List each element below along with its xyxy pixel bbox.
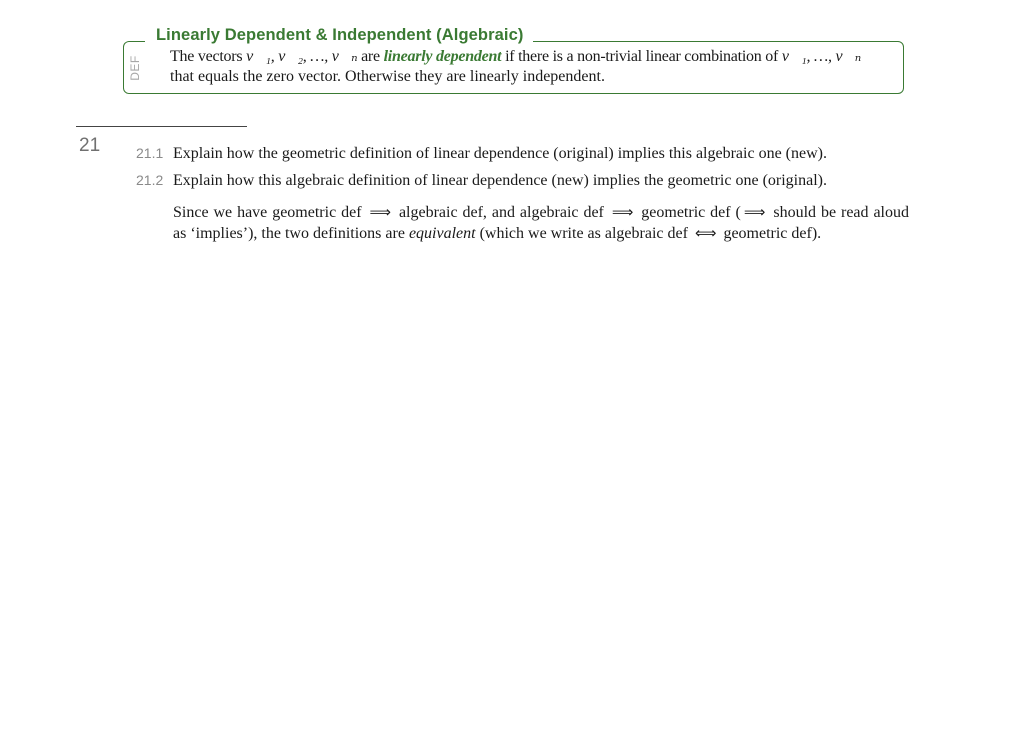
question-number: 21 xyxy=(79,135,101,156)
iff-arrow-icon: ⟺ xyxy=(694,224,717,242)
implies-arrow-icon: ⟹ xyxy=(743,203,766,221)
definition-line-2: that equals the zero vector. Otherwise they are linearly independent. xyxy=(170,68,605,85)
definition-body xyxy=(170,47,890,87)
para-text-3: geometric def ( xyxy=(641,204,741,221)
question-item-21-1 xyxy=(136,143,827,164)
definition-term: linearly dependent xyxy=(383,48,502,65)
implies-arrow-icon: ⟹ xyxy=(369,203,391,221)
divider xyxy=(76,126,247,127)
para-text-4: should be read aloud as ‘implies’), the two definitions are xyxy=(173,204,910,242)
para-text-1: Since we have geometric def xyxy=(173,204,362,221)
definition-line-1 xyxy=(170,47,890,67)
para-text-6: geometric def). xyxy=(723,225,822,242)
equivalent-term: equivalent xyxy=(408,225,476,242)
vector-list-2: v⃗₁, …, v⃗ₙ xyxy=(781,48,861,65)
definition-text-part1: The vectors xyxy=(170,48,247,65)
implies-arrow-icon: ⟹ xyxy=(611,203,634,221)
definition-side-label xyxy=(123,46,147,90)
def-label: DEF xyxy=(128,55,142,81)
para-text-5: (which we write as algebraic def xyxy=(475,225,688,242)
subquestion-label: 21.2 xyxy=(136,172,164,188)
definition-title: Linearly Dependent & Independent (Algebraic) xyxy=(145,24,533,46)
vector-list-1: v⃗₁, v⃗₂, …, v⃗ₙ xyxy=(246,48,358,65)
subquestion-label: 21.1 xyxy=(136,145,164,161)
equivalence-paragraph xyxy=(173,202,909,244)
subquestion-text: Explain how this algebraic definition of linear dependence (new) implies the geometric one (original). xyxy=(173,172,827,189)
subquestion-text: Explain how the geometric definition of linear dependence (original) implies this algebraic one (new). xyxy=(173,145,827,162)
para-text-2: algebraic def, and algebraic def xyxy=(398,204,604,221)
definition-text-part2: are xyxy=(357,48,384,65)
definition-text-part3: if there is a non-trivial linear combination of xyxy=(501,48,782,65)
question-item-21-2 xyxy=(136,170,827,191)
